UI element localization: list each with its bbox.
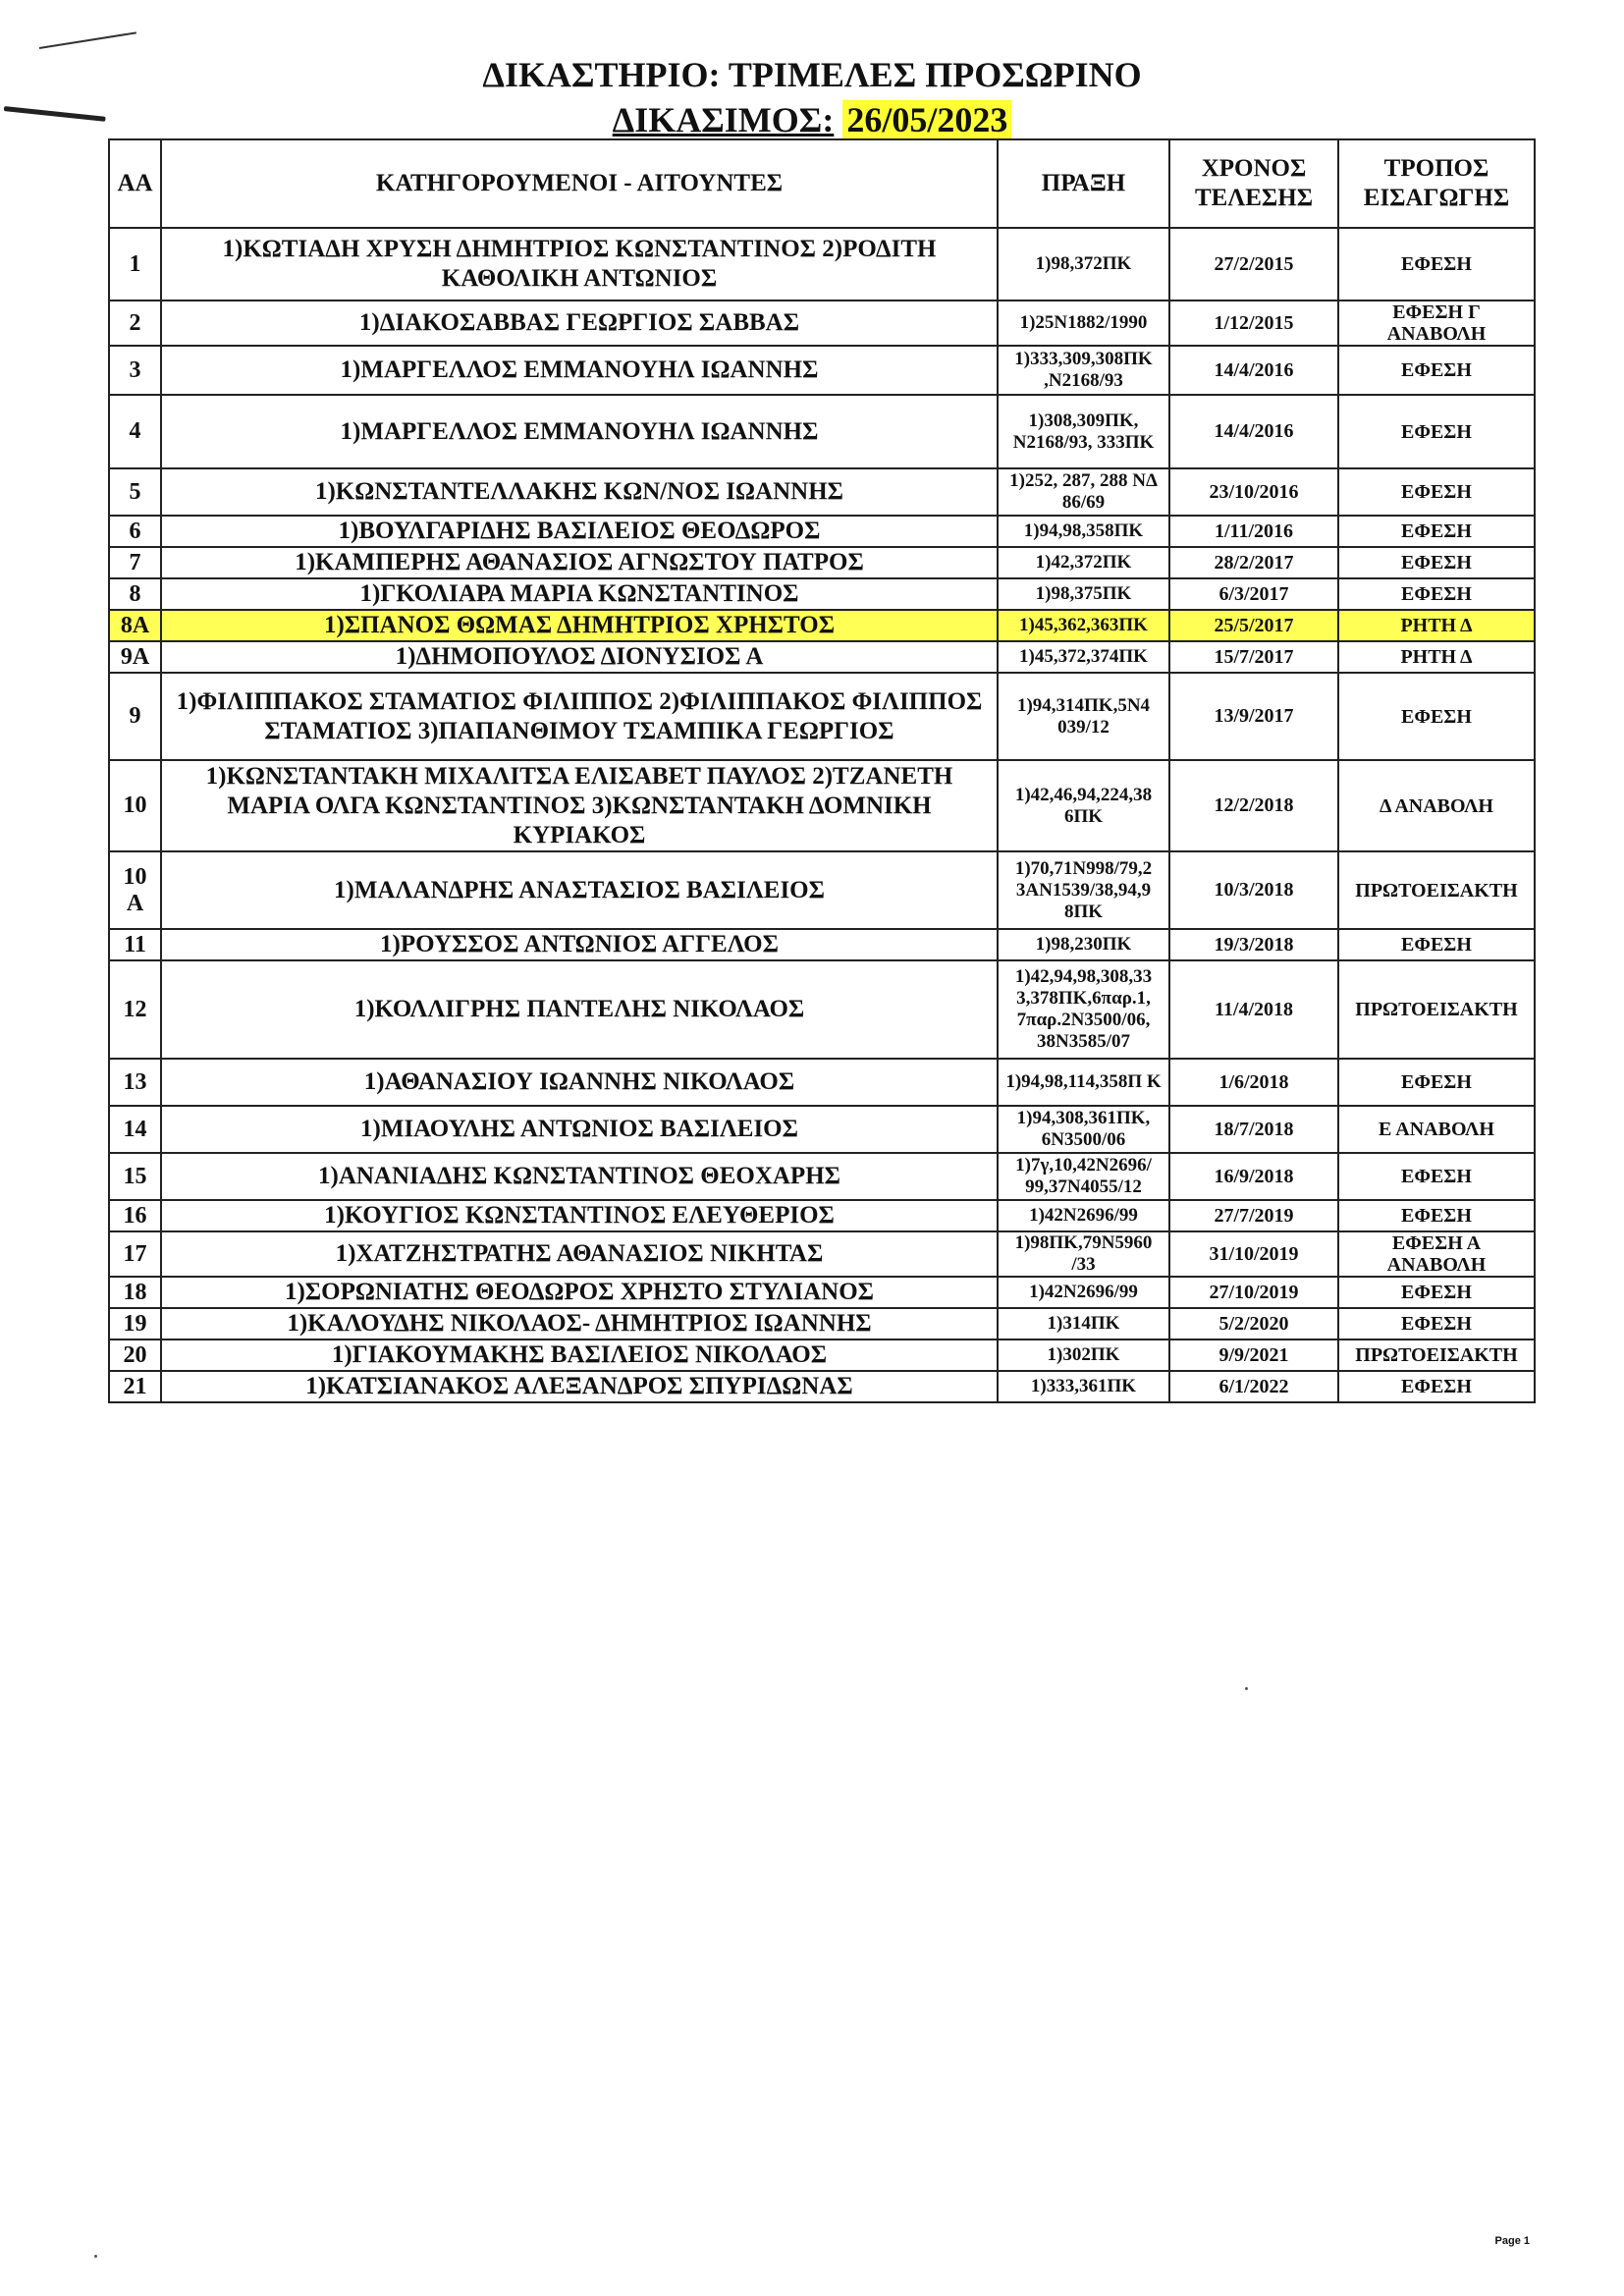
row-mode: ΕΦΕΣΗ bbox=[1338, 1371, 1535, 1402]
row-act: 1)308,309ΠΚ, Ν2168/93, 333ΠΚ bbox=[998, 395, 1169, 468]
row-defendants: 1)ΚΩΤΙΑΔΗ ΧΡΥΣΗ ΔΗΜΗΤΡΙΟΣ ΚΩΝΣΤΑΝΤΙΝΟΣ 2)ΡΟΔΙΤΗ ΚΑΘΟΛΙΚΗ ΑΝΤΩΝΙΟΣ bbox=[161, 228, 998, 301]
table-row bbox=[109, 1339, 1535, 1371]
row-act: 1)98ΠΚ,79Ν5960 /33 bbox=[998, 1231, 1169, 1277]
row-act: 1)314ΠΚ bbox=[998, 1308, 1169, 1339]
row-number: 19 bbox=[109, 1308, 161, 1339]
table-row bbox=[109, 1200, 1535, 1231]
row-number: 17 bbox=[109, 1231, 161, 1277]
row-mode: ΕΦΕΣΗ bbox=[1338, 547, 1535, 578]
row-act: 1)45,372,374ΠΚ bbox=[998, 641, 1169, 673]
row-date: 25/5/2017 bbox=[1169, 610, 1338, 641]
row-act: 1)333,309,308ΠΚ ,Ν2168/93 bbox=[998, 346, 1169, 395]
row-date: 12/2/2018 bbox=[1169, 760, 1338, 851]
row-number: 18 bbox=[109, 1277, 161, 1308]
row-date: 10/3/2018 bbox=[1169, 851, 1338, 929]
row-mode: ΠΡΩΤΟΕΙΣΑΚΤΗ bbox=[1338, 851, 1535, 929]
row-act: 1)70,71Ν998/79,2 3ΑΝ1539/38,94,9 8ΠΚ bbox=[998, 851, 1169, 929]
table-row bbox=[109, 228, 1535, 301]
row-date: 11/4/2018 bbox=[1169, 960, 1338, 1059]
row-number: 21 bbox=[109, 1371, 161, 1402]
row-mode: ΕΦΕΣΗ bbox=[1338, 1153, 1535, 1200]
row-act: 1)94,314ΠΚ,5Ν4 039/12 bbox=[998, 673, 1169, 760]
row-act: 1)42Ν2696/99 bbox=[998, 1200, 1169, 1231]
row-mode: ΡΗΤΗ Δ bbox=[1338, 641, 1535, 673]
row-mode: Δ ΑΝΑΒΟΛΗ bbox=[1338, 760, 1535, 851]
table-row bbox=[109, 1371, 1535, 1402]
row-date: 13/9/2017 bbox=[1169, 673, 1338, 760]
table-row bbox=[109, 1059, 1535, 1106]
row-act: 1)7γ,10,42Ν2696/ 99,37Ν4055/12 bbox=[998, 1153, 1169, 1200]
row-mode: ΕΦΕΣΗ bbox=[1338, 516, 1535, 547]
row-act: 1)302ΠΚ bbox=[998, 1339, 1169, 1371]
hearing-date: 26/05/2023 bbox=[842, 100, 1011, 139]
row-date: 14/4/2016 bbox=[1169, 346, 1338, 395]
table-row bbox=[109, 1277, 1535, 1308]
row-mode: ΕΦΕΣΗ Γ ΑΝΑΒΟΛΗ bbox=[1338, 301, 1535, 346]
row-date: 5/2/2020 bbox=[1169, 1308, 1338, 1339]
row-date: 27/7/2019 bbox=[1169, 1200, 1338, 1231]
row-act: 1)333,361ΠΚ bbox=[998, 1371, 1169, 1402]
row-defendants: 1)ΚΩΝΣΤΑΝΤΕΛΛΑΚΗΣ ΚΩΝ/ΝΟΣ ΙΩΑΝΝΗΣ bbox=[161, 468, 998, 516]
row-number: 16 bbox=[109, 1200, 161, 1231]
row-defendants: 1)ΚΑΛΟΥΔΗΣ ΝΙΚΟΛΑΟΣ- ΔΗΜΗΤΡΙΟΣ ΙΩΑΝΝΗΣ bbox=[161, 1308, 998, 1339]
row-date: 27/2/2015 bbox=[1169, 228, 1338, 301]
row-act: 1)42Ν2696/99 bbox=[998, 1277, 1169, 1308]
table-row bbox=[109, 929, 1535, 960]
row-defendants: 1)ΚΑΜΠΕΡΗΣ ΑΘΑΝΑΣΙΟΣ ΑΓΝΩΣΤΟΥ ΠΑΤΡΟΣ bbox=[161, 547, 998, 578]
row-mode: ΕΦΕΣΗ bbox=[1338, 1277, 1535, 1308]
row-defendants: 1)ΓΚΟΛΙΑΡΑ ΜΑΡΙΑ ΚΩΝΣΤΑΝΤΙΝΟΣ bbox=[161, 578, 998, 610]
row-date: 1/6/2018 bbox=[1169, 1059, 1338, 1106]
row-defendants: 1)ΑΝΑΝΙΑΔΗΣ ΚΩΝΣΤΑΝΤΙΝΟΣ ΘΕΟΧΑΡΗΣ bbox=[161, 1153, 998, 1200]
row-date: 23/10/2016 bbox=[1169, 468, 1338, 516]
col-header-mode: ΤΡΟΠΟΣ ΕΙΣΑΓΩΓΗΣ bbox=[1338, 139, 1535, 228]
scan-speck bbox=[1245, 1687, 1248, 1690]
table-row bbox=[109, 673, 1535, 760]
row-mode: ΕΦΕΣΗ bbox=[1338, 1308, 1535, 1339]
row-mode: ΕΦΕΣΗ bbox=[1338, 346, 1535, 395]
row-act: 1)25Ν1882/1990 bbox=[998, 301, 1169, 346]
table-row bbox=[109, 960, 1535, 1059]
col-header-aa: ΑΑ bbox=[109, 139, 161, 228]
row-mode: ΕΦΕΣΗ bbox=[1338, 1059, 1535, 1106]
docket-table bbox=[108, 138, 1536, 1403]
row-number: 13 bbox=[109, 1059, 161, 1106]
row-act: 1)98,372ΠΚ bbox=[998, 228, 1169, 301]
row-defendants: 1)ΜΑΡΓΕΛΛΟΣ ΕΜΜΑΝΟΥΗΛ ΙΩΑΝΝΗΣ bbox=[161, 395, 998, 468]
row-date: 16/9/2018 bbox=[1169, 1153, 1338, 1200]
hearing-date-line bbox=[0, 98, 1624, 141]
table-row bbox=[109, 1308, 1535, 1339]
row-act: 1)98,375ΠΚ bbox=[998, 578, 1169, 610]
row-number: 15 bbox=[109, 1153, 161, 1200]
row-date: 1/11/2016 bbox=[1169, 516, 1338, 547]
row-act: 1)94,98,358ΠΚ bbox=[998, 516, 1169, 547]
row-defendants: 1)ΚΟΥΓΙΟΣ ΚΩΝΣΤΑΝΤΙΝΟΣ ΕΛΕΥΘΕΡΙΟΣ bbox=[161, 1200, 998, 1231]
pen-mark bbox=[39, 31, 136, 49]
row-date: 6/3/2017 bbox=[1169, 578, 1338, 610]
row-act: 1)94,308,361ΠΚ, 6Ν3500/06 bbox=[998, 1106, 1169, 1153]
row-defendants: 1)ΚΩΝΣΤΑΝΤΑΚΗ ΜΙΧΑΛΙΤΣΑ ΕΛΙΣΑΒΕΤ ΠΑΥΛΟΣ 2)ΤΖΑΝΕΤΗ ΜΑΡΙΑ ΟΛΓΑ ΚΩΝΣΤΑΝΤΙΝΟΣ 3)ΚΩΝΣΤΑΝΤΑΚΗ ΔΟΜΝΙΚΗ ΚΥΡΙΑΚΟΣ bbox=[161, 760, 998, 851]
row-act: 1)94,98,114,358Π Κ bbox=[998, 1059, 1169, 1106]
row-mode: ΕΦΕΣΗ bbox=[1338, 228, 1535, 301]
row-number: 1 bbox=[109, 228, 161, 301]
page-number: Page 1 bbox=[1494, 2235, 1530, 2247]
table-row bbox=[109, 301, 1535, 346]
table-row bbox=[109, 1106, 1535, 1153]
row-mode: ΕΦΕΣΗ bbox=[1338, 578, 1535, 610]
row-date: 9/9/2021 bbox=[1169, 1339, 1338, 1371]
row-number: 7 bbox=[109, 547, 161, 578]
table-row bbox=[109, 1153, 1535, 1200]
court-title: ΔΙΚΑΣΤΗΡΙΟ: ΤΡΙΜΕΛΕΣ ΠΡΟΣΩΡΙΝΟ bbox=[482, 55, 1142, 94]
row-number: 3 bbox=[109, 346, 161, 395]
row-defendants: 1)ΧΑΤΖΗΣΤΡΑΤΗΣ ΑΘΑΝΑΣΙΟΣ ΝΙΚΗΤΑΣ bbox=[161, 1231, 998, 1277]
row-defendants: 1)ΡΟΥΣΣΟΣ ΑΝΤΩΝΙΟΣ ΑΓΓΕΛΟΣ bbox=[161, 929, 998, 960]
row-number: 9 bbox=[109, 673, 161, 760]
row-defendants: 1)ΚΑΤΣΙΑΝΑΚΟΣ ΑΛΕΞΑΝΔΡΟΣ ΣΠΥΡΙΔΩΝΑΣ bbox=[161, 1371, 998, 1402]
row-date: 19/3/2018 bbox=[1169, 929, 1338, 960]
table-row bbox=[109, 395, 1535, 468]
row-number: 4 bbox=[109, 395, 161, 468]
row-number: 14 bbox=[109, 1106, 161, 1153]
row-number: 10 bbox=[109, 760, 161, 851]
table-row bbox=[109, 1231, 1535, 1277]
row-number: 8Α bbox=[109, 610, 161, 641]
row-mode: ΡΗΤΗ Δ bbox=[1338, 610, 1535, 641]
row-number: 8 bbox=[109, 578, 161, 610]
row-defendants: 1)ΔΗΜΟΠΟΥΛΟΣ ΔΙΟΝΥΣΙΟΣ Α bbox=[161, 641, 998, 673]
row-number: 5 bbox=[109, 468, 161, 516]
table-row bbox=[109, 578, 1535, 610]
row-defendants: 1)ΔΙΑΚΟΣΑΒΒΑΣ ΓΕΩΡΓΙΟΣ ΣΑΒΒΑΣ bbox=[161, 301, 998, 346]
row-defendants: 1)ΜΙΑΟΥΛΗΣ ΑΝΤΩΝΙΟΣ ΒΑΣΙΛΕΙΟΣ bbox=[161, 1106, 998, 1153]
table-row bbox=[109, 346, 1535, 395]
row-number: 2 bbox=[109, 301, 161, 346]
row-date: 18/7/2018 bbox=[1169, 1106, 1338, 1153]
row-mode: Ε ΑΝΑΒΟΛΗ bbox=[1338, 1106, 1535, 1153]
col-header-defendants: ΚΑΤΗΓΟΡΟΥΜΕΝΟΙ - ΑΙΤΟΥΝΤΕΣ bbox=[161, 139, 998, 228]
row-number: 9Α bbox=[109, 641, 161, 673]
row-act: 1)42,94,98,308,33 3,378ΠΚ,6παρ.1, 7παρ.2Ν3500/06, 38Ν3585/07 bbox=[998, 960, 1169, 1059]
scan-speck bbox=[94, 2255, 97, 2258]
row-defendants: 1)ΣΠΑΝΟΣ ΘΩΜΑΣ ΔΗΜΗΤΡΙΟΣ ΧΡΗΣΤΟΣ bbox=[161, 610, 998, 641]
row-act: 1)252, 287, 288 ΝΔ 86/69 bbox=[998, 468, 1169, 516]
row-act: 1)42,46,94,224,38 6ΠΚ bbox=[998, 760, 1169, 851]
row-date: 28/2/2017 bbox=[1169, 547, 1338, 578]
row-mode: ΕΦΕΣΗ Α ΑΝΑΒΟΛΗ bbox=[1338, 1231, 1535, 1277]
table-row bbox=[109, 547, 1535, 578]
table-row bbox=[109, 851, 1535, 929]
row-mode: ΕΦΕΣΗ bbox=[1338, 929, 1535, 960]
hearing-date-label: ΔΙΚΑΣΙΜΟΣ: bbox=[612, 100, 835, 139]
row-defendants: 1)ΣΟΡΩΝΙΑΤΗΣ ΘΕΟΔΩΡΟΣ ΧΡΗΣΤΟ ΣΤΥΛΙΑΝΟΣ bbox=[161, 1277, 998, 1308]
row-defendants: 1)ΑΘΑΝΑΣΙΟΥ ΙΩΑΝΝΗΣ ΝΙΚΟΛΑΟΣ bbox=[161, 1059, 998, 1106]
row-number: 10 Α bbox=[109, 851, 161, 929]
row-defendants: 1)ΦΙΛΙΠΠΑΚΟΣ ΣΤΑΜΑΤΙΟΣ ΦΙΛΙΠΠΟΣ 2)ΦΙΛΙΠΠΑΚΟΣ ΦΙΛΙΠΠΟΣ ΣΤΑΜΑΤΙΟΣ 3)ΠΑΠΑΝΘΙΜΟΥ ΤΣΑΜΠΙΚΑ ΓΕΩΡΓΙΟΣ bbox=[161, 673, 998, 760]
row-number: 12 bbox=[109, 960, 161, 1059]
row-date: 1/12/2015 bbox=[1169, 301, 1338, 346]
row-mode: ΕΦΕΣΗ bbox=[1338, 395, 1535, 468]
row-act: 1)45,362,363ΠΚ bbox=[998, 610, 1169, 641]
table-row bbox=[109, 516, 1535, 547]
row-number: 20 bbox=[109, 1339, 161, 1371]
table-row bbox=[109, 641, 1535, 673]
row-number: 11 bbox=[109, 929, 161, 960]
row-mode: ΕΦΕΣΗ bbox=[1338, 1200, 1535, 1231]
row-date: 27/10/2019 bbox=[1169, 1277, 1338, 1308]
table-row bbox=[109, 468, 1535, 516]
col-header-act: ΠΡΑΞΗ bbox=[998, 139, 1169, 228]
col-header-date: ΧΡΟΝΟΣ ΤΕΛΕΣΗΣ bbox=[1169, 139, 1338, 228]
row-defendants: 1)ΜΑΛΑΝΔΡΗΣ ΑΝΑΣΤΑΣΙΟΣ ΒΑΣΙΛΕΙΟΣ bbox=[161, 851, 998, 929]
row-mode: ΠΡΩΤΟΕΙΣΑΚΤΗ bbox=[1338, 960, 1535, 1059]
row-date: 14/4/2016 bbox=[1169, 395, 1338, 468]
row-date: 6/1/2022 bbox=[1169, 1371, 1338, 1402]
row-mode: ΠΡΩΤΟΕΙΣΑΚΤΗ bbox=[1338, 1339, 1535, 1371]
row-mode: ΕΦΕΣΗ bbox=[1338, 673, 1535, 760]
row-act: 1)42,372ΠΚ bbox=[998, 547, 1169, 578]
row-act: 1)98,230ΠΚ bbox=[998, 929, 1169, 960]
row-number: 6 bbox=[109, 516, 161, 547]
table-row bbox=[109, 610, 1535, 641]
row-defendants: 1)ΚΟΛΛΙΓΡΗΣ ΠΑΝΤΕΛΗΣ ΝΙΚΟΛΑΟΣ bbox=[161, 960, 998, 1059]
table-header-row bbox=[109, 139, 1535, 228]
row-defendants: 1)ΜΑΡΓΕΛΛΟΣ ΕΜΜΑΝΟΥΗΛ ΙΩΑΝΝΗΣ bbox=[161, 346, 998, 395]
table-row bbox=[109, 760, 1535, 851]
row-date: 31/10/2019 bbox=[1169, 1231, 1338, 1277]
row-defendants: 1)ΒΟΥΛΓΑΡΙΔΗΣ ΒΑΣΙΛΕΙΟΣ ΘΕΟΔΩΡΟΣ bbox=[161, 516, 998, 547]
row-date: 15/7/2017 bbox=[1169, 641, 1338, 673]
row-mode: ΕΦΕΣΗ bbox=[1338, 468, 1535, 516]
row-defendants: 1)ΓΙΑΚΟΥΜΑΚΗΣ ΒΑΣΙΛΕΙΟΣ ΝΙΚΟΛΑΟΣ bbox=[161, 1339, 998, 1371]
